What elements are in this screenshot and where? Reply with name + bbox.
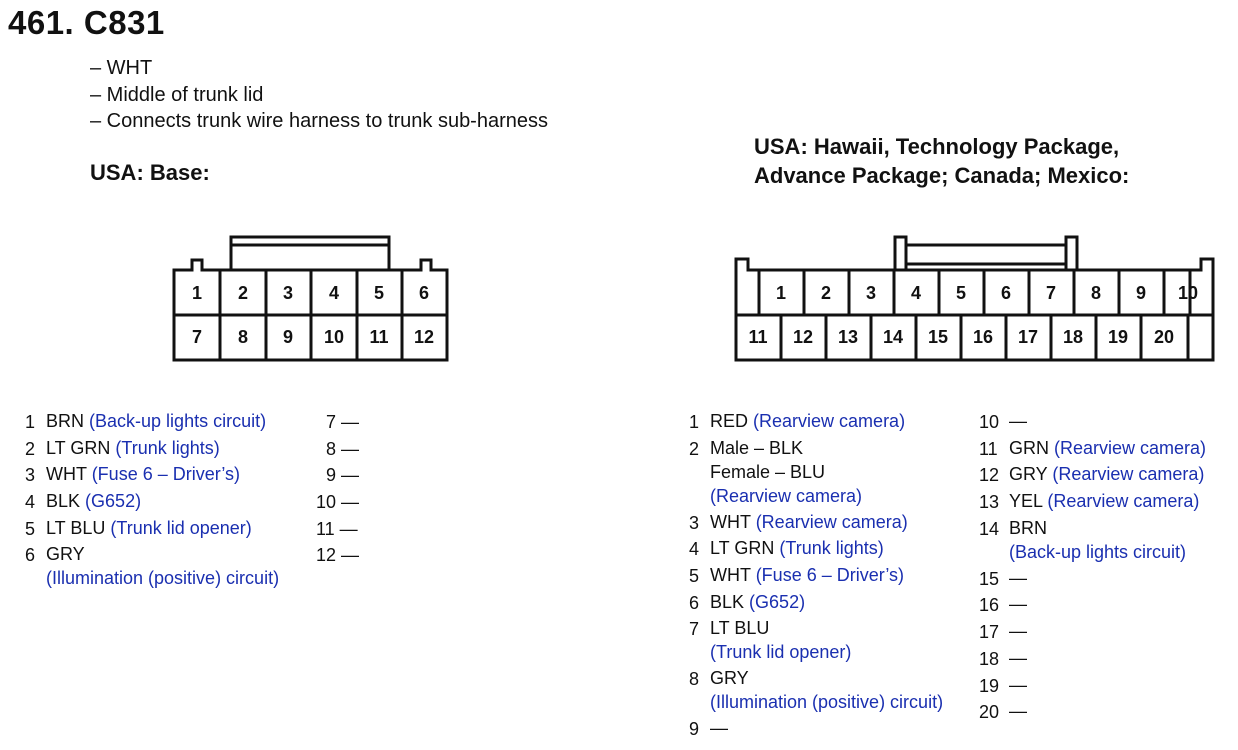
cavity-label: 3 — [865, 283, 877, 303]
pin-number: 15 — [979, 568, 1000, 589]
pin-row — [25, 409, 315, 436]
wire-color: LT GRN — [46, 437, 111, 458]
pin-number: 4 — [689, 539, 700, 560]
pin-row — [25, 489, 315, 516]
pin-row — [689, 510, 979, 537]
description-location: – Middle of trunk lid — [90, 83, 264, 106]
pin-row — [25, 542, 315, 592]
wire-color: — — [710, 718, 728, 739]
cavity-label: 10 — [323, 327, 345, 347]
description-color: – WHT — [90, 57, 153, 79]
pin-number: 12 — [979, 465, 1000, 486]
wire-color: WHT — [46, 464, 87, 485]
pin-number: 16 — [979, 595, 1000, 616]
pin-row — [979, 673, 1234, 700]
pin-number: 6 — [25, 545, 36, 566]
cavity-label: 5 — [955, 283, 967, 303]
pin-row — [689, 563, 979, 590]
empty-pin: 10 — — [316, 492, 360, 513]
pin-number: 20 — [979, 702, 1000, 723]
pin-number: 2 — [689, 438, 700, 459]
cavity-label: 15 — [927, 327, 949, 347]
pin-row — [689, 590, 979, 617]
pin-number: 14 — [979, 518, 1000, 539]
pin-row — [689, 436, 979, 510]
wire-color: GRY — [1009, 464, 1048, 485]
cavity-label: 2 — [237, 283, 249, 303]
cavity-label: 16 — [972, 327, 994, 347]
pin-list-options-left — [689, 409, 979, 743]
circuit-name: (Back-up lights circuit) — [1009, 541, 1187, 562]
pin-number: 3 — [689, 512, 700, 533]
wire-color: WHT — [710, 565, 751, 586]
pin-list-options-right — [979, 409, 1234, 726]
cavity-label: 12 — [792, 327, 814, 347]
empty-pin: 9 — — [326, 465, 360, 486]
wire-color: RED — [710, 411, 749, 431]
circuit-name: (Rearview camera) — [1054, 437, 1207, 458]
cavity-label: 2 — [820, 283, 832, 303]
pin-number: 7 — [689, 619, 700, 640]
cavity-label: 9 — [282, 327, 294, 347]
pin-row — [25, 516, 315, 543]
pin-number: 18 — [979, 648, 1000, 669]
cavity-label: 19 — [1107, 327, 1129, 347]
circuit-name: (Trunk lid opener) — [110, 517, 252, 538]
pin-list-base — [25, 409, 315, 592]
circuit-name: (Trunk lid opener) — [710, 642, 852, 663]
circuit-name: (Trunk lights) — [115, 437, 220, 458]
wire-color: BLK — [46, 491, 81, 512]
pin-row — [25, 462, 315, 489]
circuit-name: (Rearview camera) — [1052, 464, 1205, 485]
variant-label-line: Advance Package; Canada; Mexico: — [754, 163, 1130, 188]
cavity-label: 11 — [369, 327, 389, 347]
cavity-label: 3 — [282, 283, 294, 303]
cavity-label: 7 — [191, 327, 203, 347]
pin-row — [979, 462, 1234, 489]
wire-color: — — [1009, 411, 1027, 431]
pin-row — [979, 516, 1234, 566]
pin-row — [979, 699, 1234, 726]
pin-row — [689, 616, 979, 666]
pin-row — [979, 566, 1234, 593]
pin-number: 17 — [979, 622, 1000, 643]
empty-pin: 12 — — [316, 545, 360, 566]
variant-label-base: USA: Base: — [90, 160, 210, 185]
cavity-label: 6 — [418, 283, 430, 303]
wire-color: — — [1009, 701, 1027, 722]
wire-color: WHT — [710, 511, 751, 532]
cavity-label: 20 — [1153, 327, 1175, 347]
circuit-name: (Trunk lights) — [779, 538, 884, 559]
wire-color: — — [1009, 647, 1027, 668]
cavity-label: 7 — [1045, 283, 1057, 303]
pin-row — [979, 436, 1234, 463]
circuit-name: (Rearview camera) — [753, 411, 906, 431]
circuit-name: (Rearview camera) — [1047, 491, 1200, 512]
wire-color: — — [1009, 621, 1027, 642]
cavity-label: 13 — [837, 327, 859, 347]
cavity-label: 10 — [1177, 283, 1199, 303]
pin-row — [689, 409, 979, 436]
pin-row — [25, 436, 315, 463]
wire-color: GRY — [710, 668, 749, 689]
cavity-label: 12 — [413, 327, 435, 347]
pin-number: 6 — [689, 592, 700, 613]
pin-row — [979, 592, 1234, 619]
pin-row — [979, 646, 1234, 673]
empty-pin: 8 — — [326, 438, 360, 459]
wire-color: LT GRN — [710, 538, 775, 559]
wire-color: YEL — [1009, 491, 1043, 512]
cavity-label: 18 — [1062, 327, 1084, 347]
circuit-name: (Rearview camera) — [755, 511, 908, 532]
circuit-name: (G652) — [749, 591, 806, 612]
cavity-label: 6 — [1000, 283, 1012, 303]
wire-color: — — [1009, 674, 1027, 695]
pin-number: 11 — [979, 438, 998, 459]
pin-number: 13 — [979, 492, 1000, 513]
pin-row — [979, 619, 1234, 646]
pin-number: 8 — [689, 669, 700, 690]
cavity-labels-bottom — [192, 327, 434, 347]
cavity-label: 1 — [775, 283, 787, 303]
wire-color: GRN — [1009, 437, 1049, 458]
wire-color: LT BLU — [710, 618, 770, 639]
connector-title: 461. C831 — [8, 4, 165, 41]
circuit-name: (G652) — [85, 491, 142, 512]
empty-pin: 7 — — [326, 412, 360, 432]
circuit-name: (Illumination (positive) circuit) — [710, 692, 944, 713]
pin-row — [979, 409, 1234, 436]
cavity-label: 11 — [748, 327, 768, 347]
wire-color-female: Female – BLU — [710, 461, 826, 482]
wire-color: LT BLU — [46, 517, 106, 538]
wire-color: BRN — [46, 411, 85, 431]
wire-color: BLK — [710, 591, 745, 612]
cavity-label: 4 — [328, 283, 340, 303]
pin-number: 1 — [25, 412, 36, 432]
wire-color: — — [1009, 567, 1027, 588]
pin-number: 2 — [25, 438, 36, 459]
connector-description — [90, 55, 548, 135]
pin-number: 10 — [979, 412, 1000, 432]
connector-face-options — [732, 233, 1218, 368]
empty-pin-list-base — [316, 409, 376, 569]
pin-row — [689, 666, 979, 716]
cavity-label: 5 — [373, 283, 385, 303]
pin-number: 5 — [25, 518, 36, 539]
description-connects: – Connects trunk wire harness to trunk sub-harness — [90, 110, 548, 132]
pin-number: 1 — [689, 412, 700, 432]
pin-number: 9 — [689, 719, 700, 740]
cavity-label: 4 — [910, 283, 922, 303]
circuit-name: (Rearview camera) — [710, 485, 863, 506]
cavity-label: 1 — [191, 283, 203, 303]
wire-color: — — [1009, 594, 1027, 615]
wire-color: GRY — [46, 544, 85, 565]
circuit-name: (Fuse 6 – Driver’s) — [755, 565, 905, 586]
cavity-label: 17 — [1017, 327, 1039, 347]
wire-color: Male – BLK — [710, 437, 804, 458]
wire-color: BRN — [1009, 517, 1048, 538]
pin-number: 3 — [25, 465, 36, 486]
pin-row — [979, 489, 1234, 516]
pin-number: 5 — [689, 566, 700, 587]
circuit-name: (Illumination (positive) circuit) — [46, 568, 280, 589]
cavity-label: 8 — [1090, 283, 1102, 303]
pin-row — [689, 716, 979, 743]
empty-pin: 11 — — [316, 518, 358, 539]
variant-label-options — [754, 132, 1129, 190]
cavity-label: 8 — [237, 327, 249, 347]
pin-number: 4 — [25, 492, 36, 513]
circuit-name: (Fuse 6 – Driver’s) — [91, 464, 241, 485]
circuit-name: (Back-up lights circuit) — [89, 411, 267, 431]
variant-label-line: USA: Hawaii, Technology Package, — [754, 134, 1120, 159]
pin-number: 19 — [979, 675, 1000, 696]
cavity-label: 14 — [882, 327, 904, 347]
cavity-label: 9 — [1135, 283, 1147, 303]
connector-face-base — [170, 233, 455, 368]
pin-row — [689, 536, 979, 563]
